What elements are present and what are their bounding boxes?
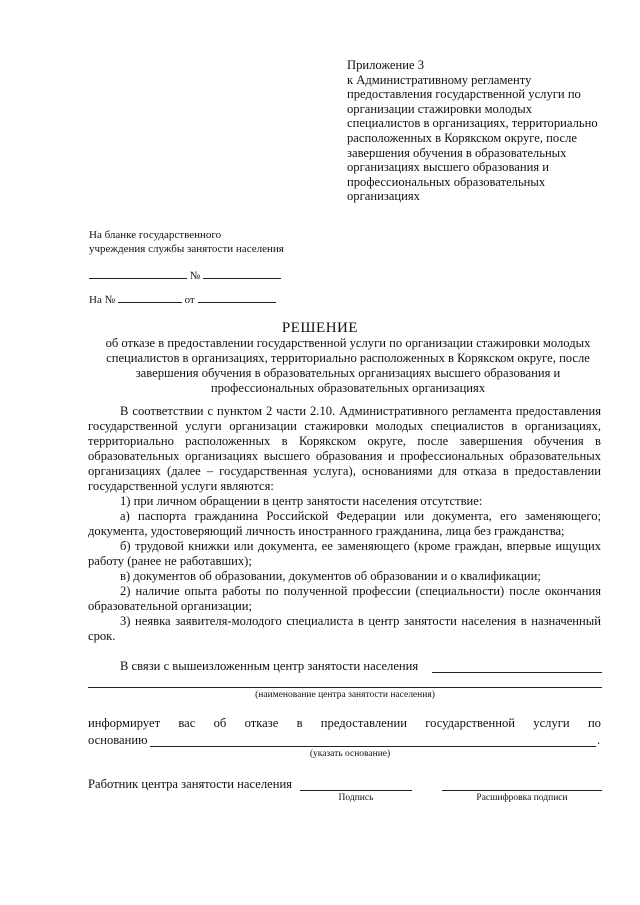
informs-word: государственной bbox=[425, 716, 516, 730]
appendix-line: завершения обучения в образовательных bbox=[347, 145, 567, 160]
appendix-line: организациях bbox=[347, 189, 420, 204]
document-subtitle: об отказе в предоставлении государственной услуги по организации стажировки молодых специалистов в организациях, территориально расположенных в Корякском округе, после завершения обучения в образовательных организациях высшего образования и профессиональных образовательных организациях bbox=[105, 336, 591, 395]
informs-word: в bbox=[296, 716, 303, 730]
body-paragraph: 2) наличие опыта работы по полученной профессии (специальности) после окончания образовательной организации; bbox=[88, 584, 601, 613]
reference-line bbox=[89, 292, 276, 307]
letterhead-line: учреждения службы занятости населения bbox=[89, 243, 284, 255]
number-blank bbox=[203, 268, 281, 279]
registration-line bbox=[89, 268, 281, 283]
appendix-line: Приложение 3 bbox=[347, 58, 425, 72]
informs-word: предоставлении bbox=[320, 716, 407, 730]
appendix-line: организации стажировки молодых bbox=[347, 101, 533, 116]
signature-label: Работник центра занятости населения bbox=[88, 777, 292, 791]
informs-word: вас bbox=[178, 716, 196, 730]
body-paragraph: а) паспорта гражданина Российской Федерации или документа, его заменяющего; документа, удостоверяющий личность иностранного гражданина, лица без гражданства; bbox=[88, 509, 601, 538]
basis-blank bbox=[150, 746, 596, 747]
appendix-line: специалистов в организациях, территориально bbox=[347, 116, 598, 131]
appendix-header bbox=[347, 58, 607, 204]
signature-decode-blank bbox=[442, 790, 602, 791]
body-paragraph: 3) неявка заявителя-молодого специалиста в центр занятости населения в назначенный срок. bbox=[88, 614, 601, 643]
appendix-line: профессиональных образовательных bbox=[347, 174, 546, 189]
reference-number-blank bbox=[118, 292, 182, 303]
signature-decode-caption: Расшифровка подписи bbox=[476, 793, 568, 803]
informs-word: об bbox=[213, 716, 227, 730]
body-paragraph: В соответствии с пунктом 2 части 2.10. Административного регламента предоставления государственной услуги организации стажировки молодых специалистов в организациях, территориально расположенных в Корякском округе, после завершения обучения в образовательных организациях высшего образования и профессиональных образовательных организациях (далее – государственная услуга), основаниями для отказа в предоставлении государственной услуги являются: bbox=[88, 404, 601, 493]
document-title: РЕШЕНИЕ bbox=[281, 320, 359, 336]
appendix-line: расположенных в Корякском округе, после bbox=[347, 130, 577, 145]
body-paragraph: 1) при личном обращении в центр занятости населения отсутствие: bbox=[120, 494, 483, 508]
letterhead-line: На бланке государственного bbox=[89, 229, 222, 241]
reference-from: от bbox=[184, 294, 195, 306]
center-name-blank-2 bbox=[88, 687, 602, 688]
basis-caption: (указать основание) bbox=[309, 749, 391, 759]
center-name-blank-1 bbox=[432, 672, 602, 673]
number-sign: № bbox=[189, 270, 201, 282]
letterhead-note bbox=[89, 228, 349, 256]
appendix-line: к Административному регламенту bbox=[347, 72, 532, 87]
conclusion-intro: В связи с вышеизложенным центр занятости населения bbox=[120, 659, 419, 673]
date-blank bbox=[89, 268, 187, 279]
appendix-line: организациях высшего образования и bbox=[347, 160, 550, 175]
informs-word: отказе bbox=[244, 716, 279, 730]
body-paragraph: б) трудовой книжки или документа, ее заменяющего (кроме граждан, впервые ищущих работу (ранее не работавших); bbox=[88, 539, 601, 568]
informs-word: информирует bbox=[88, 716, 161, 730]
informs-line bbox=[88, 716, 601, 731]
basis-end: . bbox=[597, 733, 601, 747]
basis-label: основанию bbox=[88, 733, 148, 747]
document-body bbox=[88, 404, 601, 644]
reference-prefix: На № bbox=[89, 294, 116, 306]
signature-blank bbox=[300, 790, 412, 791]
informs-word: по bbox=[587, 716, 601, 730]
informs-word: услуги bbox=[533, 716, 570, 730]
reference-date-blank bbox=[198, 292, 276, 303]
signature-caption: Подпись bbox=[338, 793, 374, 803]
appendix-line: предоставления государственной услуги по bbox=[347, 87, 581, 102]
center-name-caption: (наименование центра занятости населения) bbox=[255, 690, 435, 700]
body-paragraph: в) документов об образовании, документов об образовании и о квалификации; bbox=[120, 569, 541, 583]
